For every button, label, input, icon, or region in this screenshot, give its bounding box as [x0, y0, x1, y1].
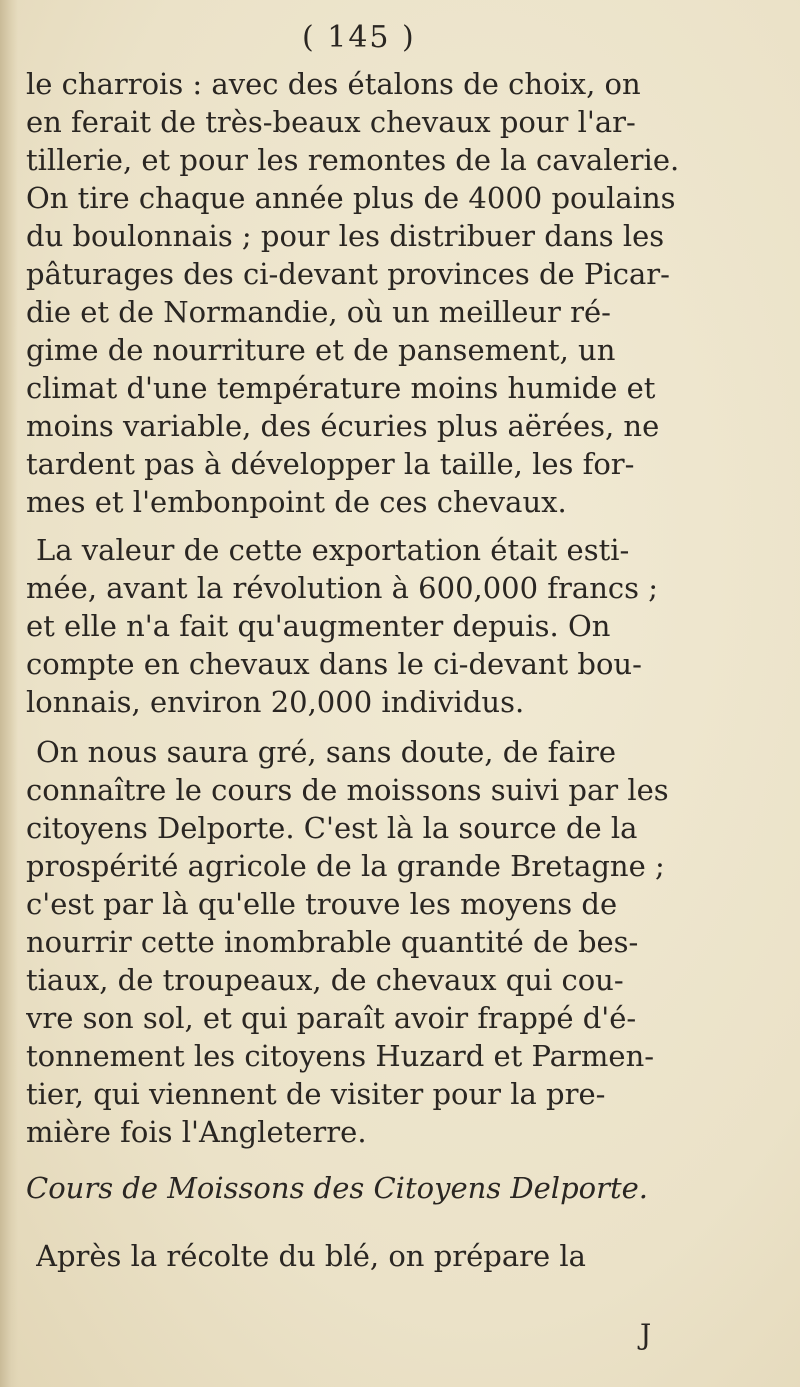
text-line-3: tillerie, et pour les remontes de la cavalerie. — [26, 143, 680, 177]
text-line-4: On tire chaque année plus de 4000 poulains — [26, 181, 676, 215]
text-line-2: en ferait de très-beaux chevaux pour l'ar- — [26, 105, 636, 139]
text-line-16: compte en chevaux dans le ci-devant bou- — [26, 647, 642, 681]
text-line-11: tardent pas à développer la taille, les for- — [26, 447, 635, 481]
text-line-23: nourrir cette inombrable quantité de bes- — [26, 925, 639, 959]
text-line-8: gime de nourriture et de pansement, un — [26, 333, 616, 367]
text-line-6: pâturages des ci-devant provinces de Picar- — [26, 257, 670, 291]
text-line-1: le charrois : avec des étalons de choix, on — [26, 67, 641, 101]
text-line-30: Après la récolte du blé, on prépare la — [36, 1239, 586, 1273]
text-line-14: mée, avant la révolution à 600,000 francs ; — [26, 571, 658, 605]
text-line-22: c'est par là qu'elle trouve les moyens de — [26, 887, 618, 921]
text-line-15: et elle n'a fait qu'augmenter depuis. On — [26, 609, 611, 643]
text-line-21: prospérité agricole de la grande Bretagne ; — [26, 849, 665, 883]
text-line-18: On nous saura gré, sans doute, de faire — [36, 735, 616, 769]
signature-mark: J — [640, 1318, 652, 1351]
text-line-17: lonnais, environ 20,000 individus. — [26, 685, 525, 719]
text-line-28: mière fois l'Angleterre. — [26, 1115, 367, 1149]
section-heading: Cours de Moissons des Citoyens Delporte. — [26, 1171, 648, 1205]
text-line-10: moins variable, des écuries plus aërées, ne — [26, 409, 660, 443]
text-line-7: die et de Normandie, où un meilleur ré- — [26, 295, 611, 329]
page-gutter — [0, 0, 18, 1387]
text-line-13: La valeur de cette exportation était esti- — [36, 533, 630, 567]
text-line-19: connaître le cours de moissons suivi par les — [26, 773, 669, 807]
text-line-12: mes et l'embonpoint de ces chevaux. — [26, 485, 567, 519]
text-line-9: climat d'une température moins humide et — [26, 371, 656, 405]
text-line-20: citoyens Delporte. C'est là la source de la — [26, 811, 638, 845]
text-line-26: tonnement les citoyens Huzard et Parmen- — [26, 1039, 655, 1073]
text-line-25: vre son sol, et qui paraît avoir frappé d'é- — [26, 1001, 637, 1035]
page-number: ( 145 ) — [302, 20, 416, 55]
text-line-24: tiaux, de troupeaux, de chevaux qui cou- — [26, 963, 624, 997]
text-line-27: tier, qui viennent de visiter pour la pre- — [26, 1077, 606, 1111]
text-line-5: du boulonnais ; pour les distribuer dans les — [26, 219, 665, 253]
